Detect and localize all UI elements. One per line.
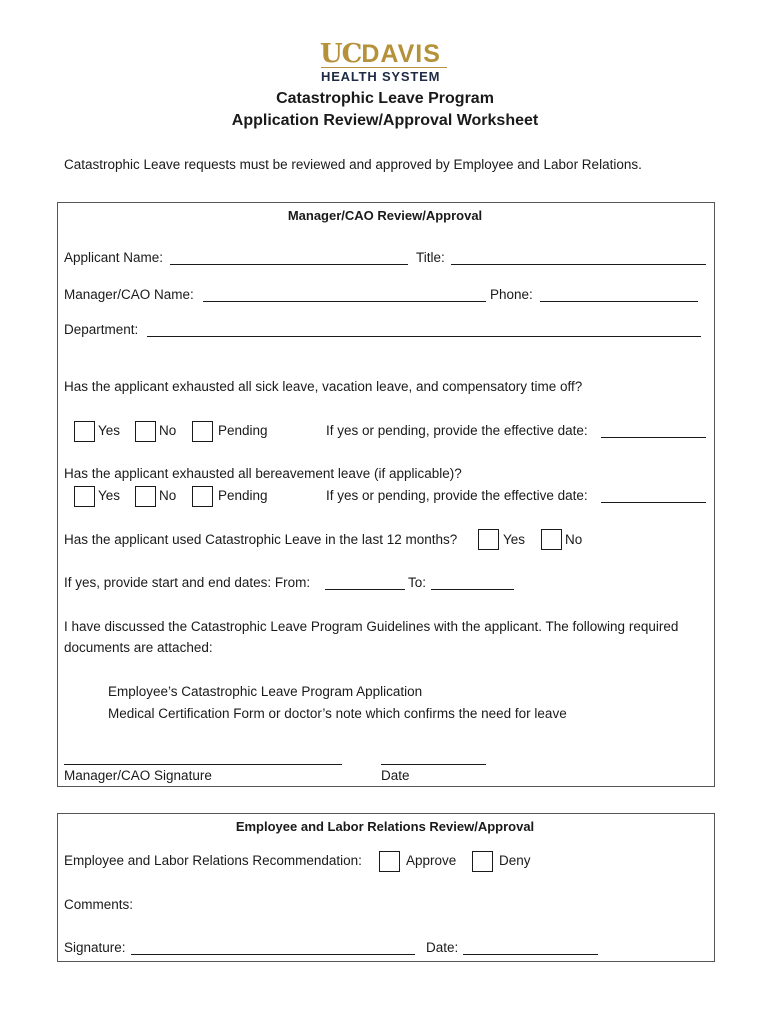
ucdavis-logo xyxy=(320,40,450,86)
elr-date-field[interactable] xyxy=(463,954,598,955)
dates-to-field[interactable] xyxy=(431,589,514,590)
deny-checkbox[interactable] xyxy=(472,851,493,872)
comments-label: Comments: xyxy=(64,897,134,912)
elr-date-label: Date: xyxy=(426,940,459,955)
q2-pending-checkbox[interactable] xyxy=(192,486,213,507)
elr-section xyxy=(57,813,715,962)
q2-no-checkbox[interactable] xyxy=(135,486,156,507)
q3-yes-label: Yes xyxy=(503,532,526,547)
applicant-name-field[interactable] xyxy=(170,264,408,265)
question-bereavement: Has the applicant exhausted all bereavement leave (if applicable)? xyxy=(64,466,462,481)
page-title: Catastrophic Leave Program xyxy=(276,90,494,107)
phone-label: Phone: xyxy=(490,287,533,302)
q3-yes-checkbox[interactable] xyxy=(478,529,499,550)
approve-label: Approve xyxy=(406,853,457,868)
discussed-line-1: I have discussed the Catastrophic Leave Program Guidelines with the applicant. The following required xyxy=(64,619,679,634)
question-sick-leave: Has the applicant exhausted all sick leave, vacation leave, and compensatory time off? xyxy=(64,379,583,394)
elr-section-heading: Employee and Labor Relations Review/Approval xyxy=(235,819,535,834)
q2-no-label: No xyxy=(159,488,177,503)
manager-section-heading: Manager/CAO Review/Approval xyxy=(287,208,483,223)
q2-effective-date-field[interactable] xyxy=(601,502,706,503)
q2-yes-checkbox[interactable] xyxy=(74,486,95,507)
dates-to-label: To: xyxy=(408,575,427,590)
intro-text: Catastrophic Leave requests must be reviewed and approved by Employee and Labor Relations. xyxy=(64,157,642,172)
title-label: Title: xyxy=(416,250,445,265)
logo-davis-text: DAVIS xyxy=(361,40,441,68)
manager-date-field[interactable] xyxy=(381,764,486,765)
document-item-application: Employee’s Catastrophic Leave Program Application xyxy=(108,684,423,699)
logo-subtitle: HEALTH SYSTEM xyxy=(321,69,441,84)
elr-recommendation-label: Employee and Labor Relations Recommendation: xyxy=(64,853,362,868)
discussed-line-2: documents are attached: xyxy=(64,640,213,655)
page-subtitle: Application Review/Approval Worksheet xyxy=(231,112,539,129)
document-item-medical: Medical Certification Form or doctor’s note which confirms the need for leave xyxy=(108,706,567,721)
q2-yes-label: Yes xyxy=(98,488,121,503)
logo-uc-text: UC xyxy=(320,39,362,69)
applicant-name-label: Applicant Name: xyxy=(64,250,164,265)
q1-yes-label: Yes xyxy=(98,423,121,438)
elr-signature-label: Signature: xyxy=(64,940,126,955)
approve-checkbox[interactable] xyxy=(379,851,400,872)
q1-effective-date-field[interactable] xyxy=(601,437,706,438)
question-used-catastrophic: Has the applicant used Catastrophic Leave in the last 12 months? xyxy=(64,532,458,547)
q1-no-checkbox[interactable] xyxy=(135,421,156,442)
dates-from-label: If yes, provide start and end dates: From: xyxy=(64,575,311,590)
q1-effective-date-label: If yes or pending, provide the effective date: xyxy=(326,423,588,438)
manager-name-field[interactable] xyxy=(203,301,486,302)
dates-from-field[interactable] xyxy=(325,589,405,590)
phone-field[interactable] xyxy=(540,301,698,302)
q1-yes-checkbox[interactable] xyxy=(74,421,95,442)
q2-effective-date-label: If yes or pending, provide the effective date: xyxy=(326,488,588,503)
q2-pending-label: Pending xyxy=(218,488,268,503)
department-label: Department: xyxy=(64,322,139,337)
q1-pending-label: Pending xyxy=(218,423,268,438)
manager-date-label: Date xyxy=(381,768,410,783)
manager-name-label: Manager/CAO Name: xyxy=(64,287,194,302)
q3-no-label: No xyxy=(565,532,583,547)
manager-signature-label: Manager/CAO Signature xyxy=(64,768,212,783)
manager-signature-field[interactable] xyxy=(64,764,342,765)
department-field[interactable] xyxy=(147,336,701,337)
q1-pending-checkbox[interactable] xyxy=(192,421,213,442)
elr-signature-field[interactable] xyxy=(131,954,415,955)
title-field[interactable] xyxy=(451,264,706,265)
q1-no-label: No xyxy=(159,423,177,438)
deny-label: Deny xyxy=(499,853,531,868)
q3-no-checkbox[interactable] xyxy=(541,529,562,550)
